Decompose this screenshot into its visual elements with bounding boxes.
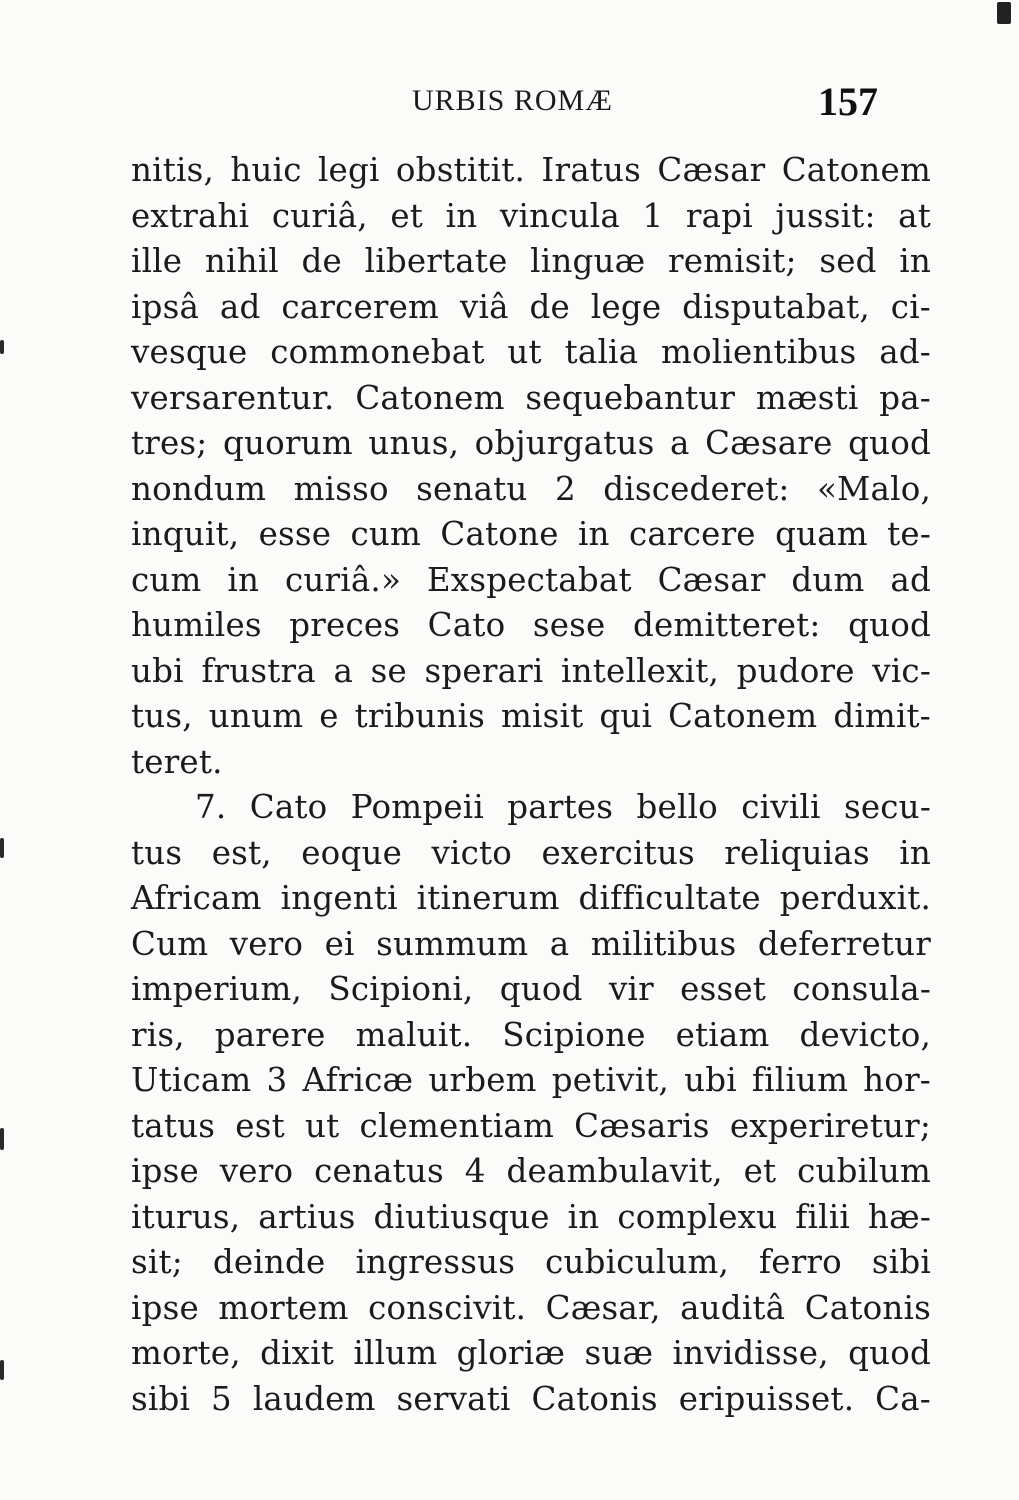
text-line: nondum misso senatu 2 discederet: «Malo,	[131, 469, 931, 508]
scan-edge-mark-3	[0, 1128, 4, 1150]
text-line: extrahi curiâ, et in vincula 1 rapi jussit: at	[131, 196, 931, 235]
text-line: teret.	[131, 742, 223, 781]
text-line: tatus est ut clementiam Cæsaris experiretur;	[131, 1106, 931, 1145]
text-line: nitis, huic legi obstitit. Iratus Cæsar Catonem	[131, 151, 931, 189]
text-line: ubi frustra a se sperari intellexit, pudore vic-	[131, 651, 931, 690]
text-line: tres; quorum unus, objurgatus a Cæsare quod	[131, 424, 931, 462]
running-head: URBIS ROMÆ	[412, 84, 613, 117]
text-line: ipse vero cenatus 4 deambulavit, et cubilum	[131, 1152, 931, 1190]
scan-edge-mark-4	[0, 1360, 4, 1380]
text-line: ipsâ ad carcerem viâ de lege disputabat, ci-	[131, 287, 931, 326]
text-line: humiles preces Cato sese demitteret: quod	[131, 606, 931, 644]
page-number: 157	[818, 79, 878, 124]
text-line: Cum vero ei summum a militibus deferretur	[131, 924, 931, 963]
text-line: morte, dixit illum gloriæ suæ invidisse, quod	[131, 1334, 931, 1372]
body-text	[131, 148, 931, 1422]
text-line: ille nihil de libertate linguæ remisit; sed in	[131, 242, 931, 280]
text-line: Uticam 3 Africæ urbem petivit, ubi filium hor-	[131, 1061, 931, 1099]
page-header	[0, 78, 1019, 128]
text-line: Africam ingenti itinerum difficultate perduxit.	[131, 879, 931, 917]
text-line: iturus, artius diutiusque in complexu filii hæ-	[131, 1197, 931, 1236]
section-7-start: 7. Cato Pompeii partes bello civili secu-	[195, 788, 931, 826]
text-line: versarentur. Catonem sequebantur mæsti pa-	[131, 378, 931, 417]
scan-edge-mark-1	[0, 340, 4, 354]
text-line: sit; deinde ingressus cubiculum, ferro sibi	[131, 1243, 931, 1281]
text-line: ris, parere maluit. Scipione etiam devicto,	[131, 1015, 931, 1054]
text-line: ipse mortem conscivit. Cæsar, auditâ Catonis	[131, 1288, 931, 1327]
text-line: imperium, Scipioni, quod vir esset consula-	[131, 970, 931, 1008]
text-line: vesque commonebat ut talia molientibus ad-	[131, 333, 931, 371]
scan-corner-mark	[997, 2, 1011, 24]
text-line: tus, unum e tribunis misit qui Catonem dimit-	[131, 697, 931, 735]
text-line: tus est, eoque victo exercitus reliquias in	[131, 833, 931, 872]
text-line: cum in curiâ.» Exspectabat Cæsar dum ad	[131, 560, 931, 599]
scan-edge-mark-2	[0, 838, 4, 858]
text-line: inquit, esse cum Catone in carcere quam te-	[131, 515, 931, 553]
text-line: sibi 5 laudem servati Catonis eripuisset. Ca-	[131, 1379, 931, 1418]
